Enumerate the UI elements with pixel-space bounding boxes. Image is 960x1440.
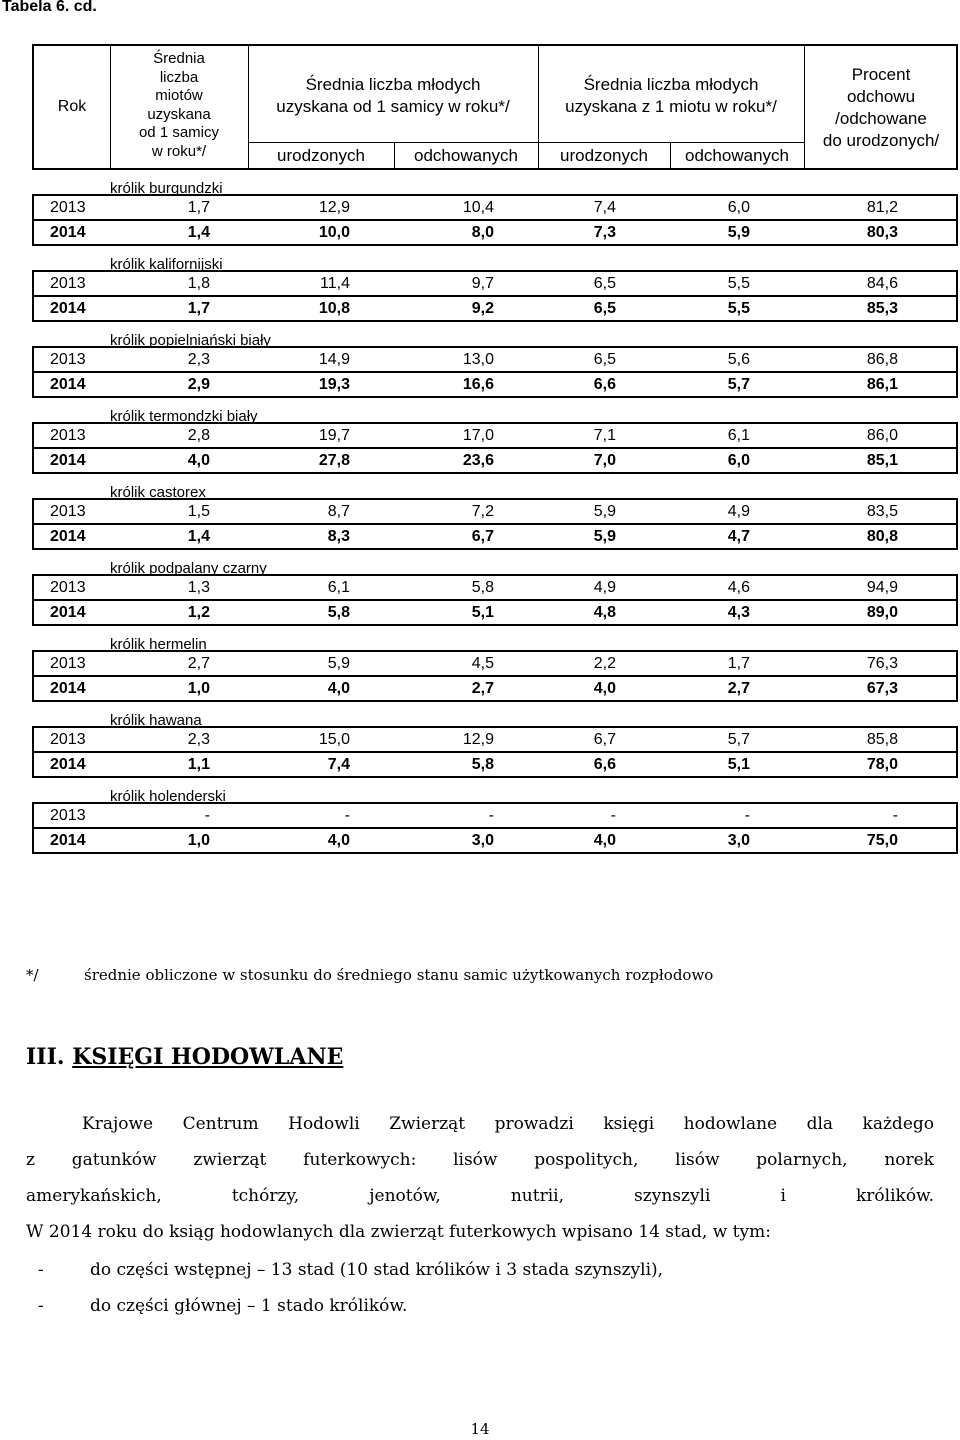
table-row: [32, 675, 958, 702]
cell-miotow: 1,2: [187, 604, 210, 621]
cell-miot-odchowanych: 4,6: [727, 579, 750, 596]
cell-procent: 67,3: [866, 680, 898, 697]
group-name: królik popielniański biały: [110, 332, 271, 349]
cell-miotow: 1,1: [187, 756, 210, 773]
cell-procent: 76,3: [866, 655, 898, 672]
cell-samica-odchowanych: 7,2: [471, 503, 494, 520]
bullet-dash: -: [38, 1260, 44, 1280]
group-header: [32, 706, 958, 729]
bullet-text: do części głównej – 1 stado królików.: [90, 1296, 408, 1316]
cell-samica-urodzonych: 5,9: [327, 655, 350, 672]
paragraph-1-line-3: amerykańskich, tchórzy, jenotów, nutrii, szynszyli i królików.: [26, 1186, 934, 1206]
cell-miot-urodzonych: 4,0: [593, 680, 616, 697]
table-row: [32, 599, 958, 626]
bullet-item: [26, 1288, 934, 1324]
table-row: [32, 802, 958, 827]
cell-miot-odchowanych: -: [744, 807, 750, 824]
cell-miotow: 1,4: [187, 224, 210, 241]
cell-samica-urodzonych: 11,4: [320, 275, 350, 292]
cell-miot-odchowanych: 4,3: [727, 604, 750, 621]
cell-miot-odchowanych: 5,5: [727, 300, 750, 317]
cell-samica-odchowanych: 3,0: [471, 832, 494, 849]
header-mlode-samica: Średnia liczba młodych uzyskana od 1 samicy w roku*/: [276, 75, 510, 116]
group-name: królik burgundzki: [110, 180, 223, 197]
table-caption: Tabela 6. cd.: [2, 0, 97, 15]
cell-miot-odchowanych: 6,1: [727, 427, 750, 444]
section-heading: [26, 1044, 343, 1070]
footnote-text: średnie obliczone w stosunku do średniego stanu samic użytkowanych rozpłodowo: [84, 966, 714, 984]
cell-miot-urodzonych: 4,9: [593, 579, 616, 596]
header-odchowanych-2: odchowanych: [685, 146, 789, 165]
cell-samica-odchowanych: 5,8: [471, 579, 494, 596]
cell-samica-urodzonych: 4,0: [327, 680, 350, 697]
cell-procent: 83,5: [866, 503, 898, 520]
cell-procent: 86,1: [866, 376, 898, 393]
section-title: KSIĘGI HODOWLANE: [72, 1044, 344, 1070]
cell-miot-urodzonych: 7,1: [593, 427, 616, 444]
cell-miot-urodzonych: 7,0: [593, 452, 616, 469]
table-row: [32, 371, 958, 398]
cell-miot-urodzonych: 7,4: [593, 199, 616, 216]
table-row: [32, 346, 958, 371]
cell-year: 2014: [50, 376, 86, 393]
cell-samica-odchowanych: 8,0: [471, 224, 494, 241]
table-row: [32, 219, 958, 246]
cell-procent: 80,3: [866, 224, 898, 241]
group-header: [32, 630, 958, 653]
cell-miot-odchowanych: 4,9: [727, 503, 750, 520]
cell-year: 2013: [50, 579, 86, 596]
cell-samica-urodzonych: 5,8: [327, 604, 350, 621]
cell-miot-odchowanych: 5,7: [727, 731, 750, 748]
group-name: królik termondzki biały: [110, 408, 258, 425]
cell-miotow: 2,7: [187, 655, 210, 672]
cell-procent: -: [892, 807, 898, 824]
cell-miot-urodzonych: 7,3: [593, 224, 616, 241]
cell-samica-urodzonych: 6,1: [327, 579, 350, 596]
cell-procent: 85,3: [866, 300, 898, 317]
table-row: [32, 498, 958, 523]
cell-samica-odchowanych: 17,0: [462, 427, 494, 444]
cell-year: 2014: [50, 528, 86, 545]
cell-year: 2013: [50, 351, 86, 368]
table-row: [32, 650, 958, 675]
cell-miot-urodzonych: -: [610, 807, 616, 824]
cell-miotow: 1,7: [187, 199, 210, 216]
footnote-mark: */: [26, 966, 39, 984]
table-row: [32, 194, 958, 219]
cell-samica-urodzonych: 7,4: [327, 756, 350, 773]
group-header: [32, 174, 958, 197]
table-row: [32, 447, 958, 474]
cell-miotow: 1,0: [187, 680, 210, 697]
cell-samica-urodzonych: 12,9: [318, 199, 350, 216]
paragraph-1-line-2: z gatunków zwierząt futerkowych: lisów pospolitych, lisów polarnych, norek: [26, 1150, 934, 1170]
cell-year: 2013: [50, 275, 86, 292]
cell-miot-odchowanych: 1,7: [727, 655, 750, 672]
table-body: [32, 174, 958, 854]
table-header: [32, 44, 958, 170]
group-header: [32, 250, 958, 273]
cell-samica-urodzonych: 4,0: [327, 832, 350, 849]
cell-year: 2013: [50, 807, 86, 824]
paragraph-2: W 2014 roku do ksiąg hodowlanych dla zwierząt futerkowych wpisano 14 stad, w tym:: [26, 1222, 771, 1242]
cell-miotow: 1,7: [187, 300, 210, 317]
table-row: [32, 574, 958, 599]
cell-samica-urodzonych: 8,7: [327, 503, 350, 520]
header-odchowanych-1: odchowanych: [414, 146, 518, 165]
cell-miot-urodzonych: 4,8: [593, 604, 616, 621]
cell-year: 2013: [50, 655, 86, 672]
cell-miot-odchowanych: 5,7: [727, 376, 750, 393]
cell-procent: 86,8: [866, 351, 898, 368]
cell-year: 2014: [50, 832, 86, 849]
table-row: [32, 295, 958, 322]
table-row: [32, 827, 958, 854]
cell-miotow: 4,0: [187, 452, 210, 469]
cell-samica-odchowanych: 13,0: [462, 351, 494, 368]
cell-miot-odchowanych: 6,0: [727, 452, 750, 469]
cell-samica-urodzonych: 19,7: [318, 427, 350, 444]
table-row: [32, 751, 958, 778]
cell-year: 2014: [50, 604, 86, 621]
cell-samica-urodzonych: 14,9: [318, 351, 350, 368]
cell-procent: 89,0: [866, 604, 898, 621]
cell-miot-odchowanych: 3,0: [727, 832, 750, 849]
cell-samica-urodzonych: 15,0: [318, 731, 350, 748]
cell-samica-odchowanych: 2,7: [471, 680, 494, 697]
cell-miot-urodzonych: 5,9: [593, 528, 616, 545]
cell-samica-odchowanych: 12,9: [462, 731, 494, 748]
cell-samica-urodzonych: 10,0: [318, 224, 350, 241]
cell-miotow: 1,5: [187, 503, 210, 520]
paragraph-1-line-1: Krajowe Centrum Hodowli Zwierząt prowadzi księgi hodowlane dla każdego: [82, 1114, 934, 1134]
cell-miotow: -: [204, 807, 210, 824]
cell-year: 2013: [50, 199, 86, 216]
header-rok: Rok: [57, 98, 87, 115]
cell-samica-odchowanych: 16,6: [462, 376, 494, 393]
section-number: III.: [26, 1044, 65, 1070]
cell-samica-odchowanych: 5,8: [471, 756, 494, 773]
cell-samica-odchowanych: 5,1: [471, 604, 494, 621]
cell-samica-urodzonych: 19,3: [318, 376, 350, 393]
group-header: [32, 554, 958, 577]
cell-miot-urodzonych: 6,7: [593, 731, 616, 748]
cell-miot-urodzonych: 6,5: [593, 275, 616, 292]
cell-miotow: 2,9: [187, 376, 210, 393]
header-urodzonych-2: urodzonych: [560, 146, 648, 165]
header-procent: Procent odchowu /odchowane do urodzonych/: [822, 65, 940, 150]
group-name: królik castorex: [110, 484, 206, 501]
cell-miot-odchowanych: 6,0: [727, 199, 750, 216]
paragraph-1: [26, 1106, 934, 1214]
cell-procent: 85,8: [866, 731, 898, 748]
group-header: [32, 402, 958, 425]
cell-year: 2014: [50, 224, 86, 241]
cell-miot-odchowanych: 5,9: [727, 224, 750, 241]
cell-procent: 75,0: [866, 832, 898, 849]
breeding-table: [32, 44, 958, 854]
cell-samica-odchowanych: 4,5: [471, 655, 494, 672]
group-header: [32, 478, 958, 501]
cell-samica-odchowanych: -: [488, 807, 494, 824]
group-name: królik podpalany czarny: [110, 560, 267, 577]
bullet-dash: -: [38, 1296, 44, 1316]
group-name: królik kalifornijski: [110, 256, 223, 273]
cell-miot-urodzonych: 6,6: [593, 756, 616, 773]
cell-year: 2014: [50, 300, 86, 317]
table-row: [32, 422, 958, 447]
cell-procent: 80,8: [866, 528, 898, 545]
cell-miot-odchowanych: 5,6: [727, 351, 750, 368]
bullet-item: [26, 1252, 934, 1288]
cell-procent: 86,0: [866, 427, 898, 444]
cell-year: 2013: [50, 427, 86, 444]
group-name: królik holenderski: [110, 788, 226, 805]
cell-samica-urodzonych: 10,8: [318, 300, 350, 317]
cell-procent: 85,1: [866, 452, 898, 469]
cell-samica-odchowanych: 9,2: [471, 300, 494, 317]
header-mlode-miot: Średnia liczba młodych uzyskana z 1 miotu w roku*/: [565, 75, 777, 116]
header-srednia-miotow: Średnia liczba miotów uzyskana od 1 samicy w roku*/: [138, 50, 220, 160]
header-urodzonych-1: urodzonych: [277, 146, 365, 165]
table-row: [32, 270, 958, 295]
cell-samica-urodzonych: 8,3: [327, 528, 350, 545]
cell-miot-urodzonych: 6,5: [593, 300, 616, 317]
page-number: 14: [470, 1420, 490, 1438]
group-header: [32, 782, 958, 805]
cell-miot-odchowanych: 5,5: [727, 275, 750, 292]
cell-miotow: 2,8: [187, 427, 210, 444]
cell-miotow: 1,3: [187, 579, 210, 596]
cell-samica-odchowanych: 10,4: [462, 199, 494, 216]
group-header: [32, 326, 958, 349]
cell-samica-odchowanych: 23,6: [462, 452, 494, 469]
cell-miot-urodzonych: 2,2: [593, 655, 616, 672]
cell-samica-odchowanych: 6,7: [471, 528, 494, 545]
cell-year: 2014: [50, 452, 86, 469]
cell-samica-urodzonych: -: [344, 807, 350, 824]
cell-year: 2014: [50, 680, 86, 697]
cell-miotow: 2,3: [187, 731, 210, 748]
cell-procent: 81,2: [866, 199, 898, 216]
cell-procent: 84,6: [866, 275, 898, 292]
cell-miotow: 1,4: [187, 528, 210, 545]
table-row: [32, 726, 958, 751]
cell-year: 2013: [50, 731, 86, 748]
cell-year: 2013: [50, 503, 86, 520]
cell-miot-urodzonych: 6,5: [593, 351, 616, 368]
cell-miotow: 1,8: [187, 275, 210, 292]
cell-procent: 78,0: [866, 756, 898, 773]
cell-miotow: 1,0: [187, 832, 210, 849]
bullet-text: do części wstępnej – 13 stad (10 stad królików i 3 stada szynszyli),: [90, 1260, 664, 1280]
group-name: królik hermelin: [110, 636, 207, 653]
cell-miot-odchowanych: 5,1: [727, 756, 750, 773]
cell-miotow: 2,3: [187, 351, 210, 368]
cell-procent: 94,9: [866, 579, 898, 596]
group-name: królik hawana: [110, 712, 202, 729]
cell-samica-urodzonych: 27,8: [318, 452, 350, 469]
cell-miot-urodzonych: 4,0: [593, 832, 616, 849]
cell-miot-odchowanych: 2,7: [727, 680, 750, 697]
cell-miot-urodzonych: 5,9: [593, 503, 616, 520]
cell-miot-urodzonych: 6,6: [593, 376, 616, 393]
cell-miot-odchowanych: 4,7: [727, 528, 750, 545]
cell-samica-odchowanych: 9,7: [471, 275, 494, 292]
bullet-list: [26, 1252, 934, 1324]
table-row: [32, 523, 958, 550]
cell-year: 2014: [50, 756, 86, 773]
